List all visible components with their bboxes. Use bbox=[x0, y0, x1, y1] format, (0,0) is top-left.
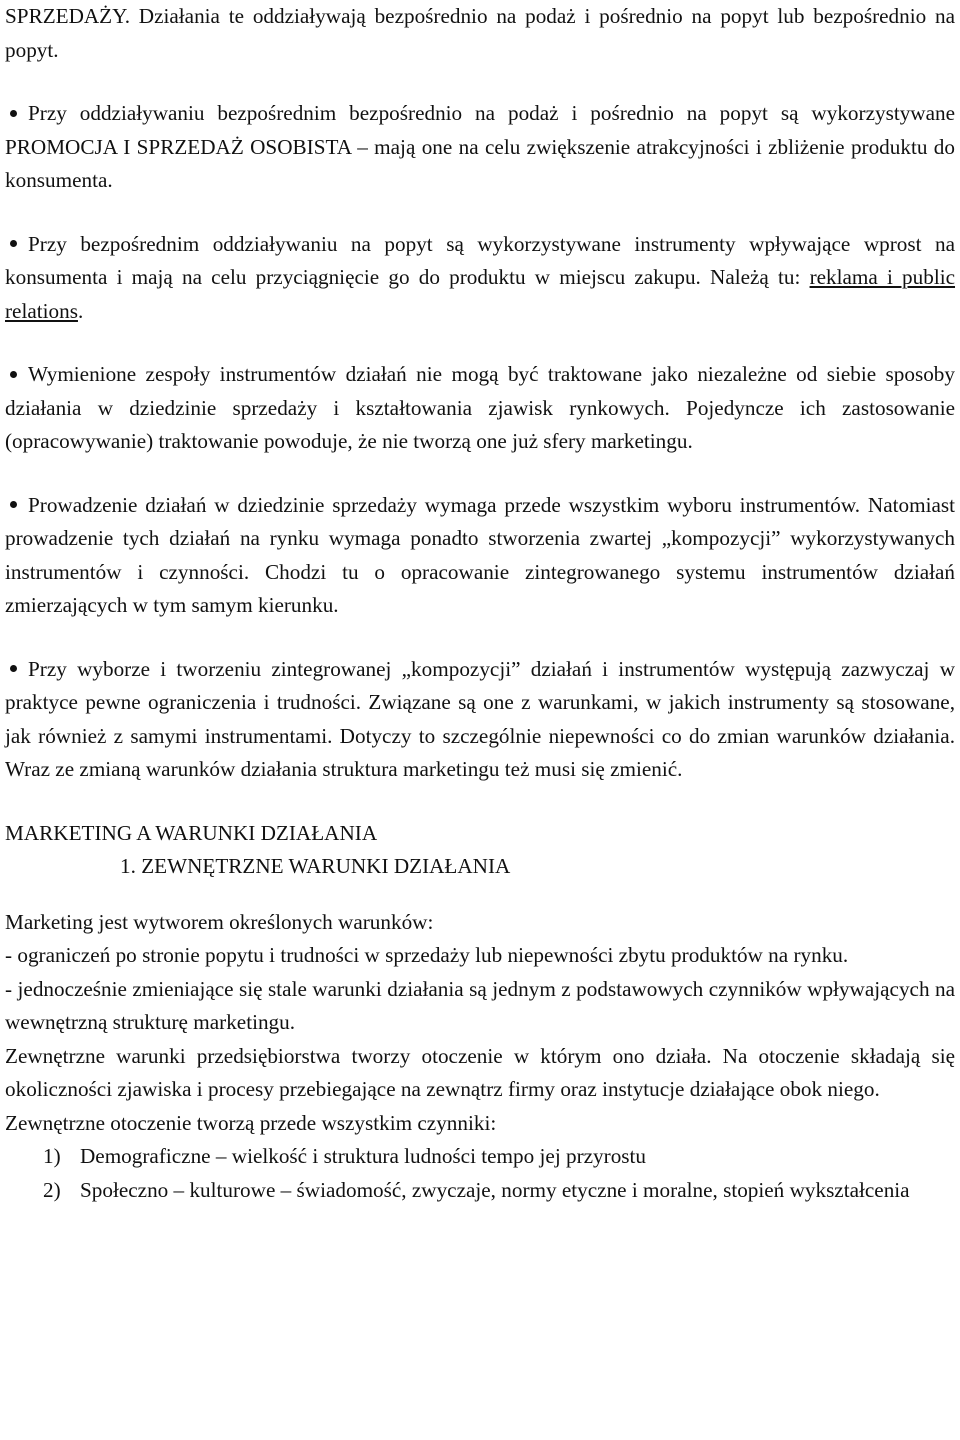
bullet-paragraph-2 bbox=[5, 228, 955, 329]
bullet-tail: . bbox=[77, 298, 84, 323]
bullet-icon bbox=[5, 358, 28, 392]
factors-list bbox=[5, 1140, 955, 1207]
bullet-icon bbox=[5, 228, 28, 262]
bullet-paragraph-4 bbox=[5, 489, 955, 623]
section-heading: MARKETING A WARUNKI DZIAŁANIA bbox=[5, 820, 378, 845]
bullet-paragraph-1 bbox=[5, 97, 955, 198]
bullet-icon bbox=[5, 97, 28, 131]
section-subheading: 1. ZEWNĘTRZNE WARUNKI DZIAŁANIA bbox=[120, 854, 511, 878]
bullet-paragraph-5 bbox=[5, 653, 955, 787]
list-item bbox=[5, 1174, 955, 1208]
body-paragraph-1: Marketing jest wytworem określonych warunków: bbox=[5, 909, 434, 934]
list-text: Społeczno – kulturowe – świadomość, zwyczaje, normy etyczne i moralne, stopień wykształcenia bbox=[80, 1177, 910, 1202]
body-paragraph-2: - ograniczeń po stronie popytu i trudności w sprzedaży lub niepewności zbytu produktów na rynku. bbox=[5, 943, 849, 967]
list-number: 2) bbox=[43, 1177, 61, 1202]
document-page bbox=[5, 0, 955, 1207]
list-item bbox=[5, 1140, 955, 1174]
body-paragraph-5: Zewnętrzne otoczenie tworzą przede wszystkim czynniki: bbox=[5, 1110, 497, 1135]
intro-paragraph: SPRZEDAŻY. Działania te oddziaływają bezpośrednio na podaż i pośrednio na popyt lub bezpośrednio na popyt. bbox=[5, 4, 955, 62]
bullet-icon bbox=[5, 489, 28, 523]
bullet-paragraph-3 bbox=[5, 358, 955, 459]
bullet-icon bbox=[5, 653, 28, 687]
list-number: 1) bbox=[43, 1144, 61, 1168]
bullet-text: Przy bezpośrednim oddziaływaniu na popyt są wykorzystywane instrumenty wpływające wprost na konsumenta i mają na celu przyciągnięcie go do produktu w miejscu zakupu. Należą tu: bbox=[5, 231, 955, 289]
list-text: Demograficzne – wielkość i struktura ludności tempo jej przyrostu bbox=[80, 1144, 647, 1168]
bullet-text: Przy wyborze i tworzeniu zintegrowanej „kompozycji” działań i instrumentów występują zazwyczaj w praktyce pewne ograniczenia i trudności. Związane są one z warunkami, w jakich instrumenty są stosowane, jak również z samymi instrumentami. Dotyczy to szczególnie niepewności co do zmian warunków działania. Wraz ze zmianą warunków działania struktura marketingu też musi się zmienić. bbox=[5, 656, 955, 781]
bullet-text: Wymienione zespoły instrumentów działań nie mogą być traktowane jako niezależne od siebie sposoby działania w dziedzinie sprzedaży i kształtowania zjawisk rynkowych. Pojedyncze ich zastosowanie (opracowywanie) traktowanie powoduje, że nie tworzą one już sfery marketingu. bbox=[5, 362, 955, 453]
underlined-term: reklama i public relations bbox=[5, 265, 956, 323]
bullet-text: Przy oddziaływaniu bezpośrednim bezpośrednio na podaż i pośrednio na popyt są wykorzystywane PROMOCJA I SPRZEDAŻ OSOBISTA – mają one na celu zwiększenie atrakcyjności i zbliżenie produktu do konsumenta. bbox=[5, 101, 955, 192]
bullet-text: Prowadzenie działań w dziedzinie sprzedaży wymaga przede wszystkim wyboru instrumentów. Natomiast prowadzenie tych działań na rynku wymaga ponadto stworzenia zwartej „kompozycji” wykorzystywanych instrumentów i czynności. Chodzi tu o opracowanie zintegrowanego systemu instrumentów działań zmierzających w tym samym kierunku. bbox=[5, 492, 955, 617]
body-paragraph-3: - jednocześnie zmieniające się stale warunki działania są jednym z podstawowych czynników wpływających na wewnętrzną strukturę marketingu. bbox=[5, 976, 955, 1034]
body-paragraph-4: Zewnętrzne warunki przedsiębiorstwa tworzy otoczenie w którym ono działa. Na otoczenie składają się okoliczności zjawiska i procesy przebiegające na zewnątrz firmy oraz instytucje działające obok niego. bbox=[5, 1043, 955, 1101]
